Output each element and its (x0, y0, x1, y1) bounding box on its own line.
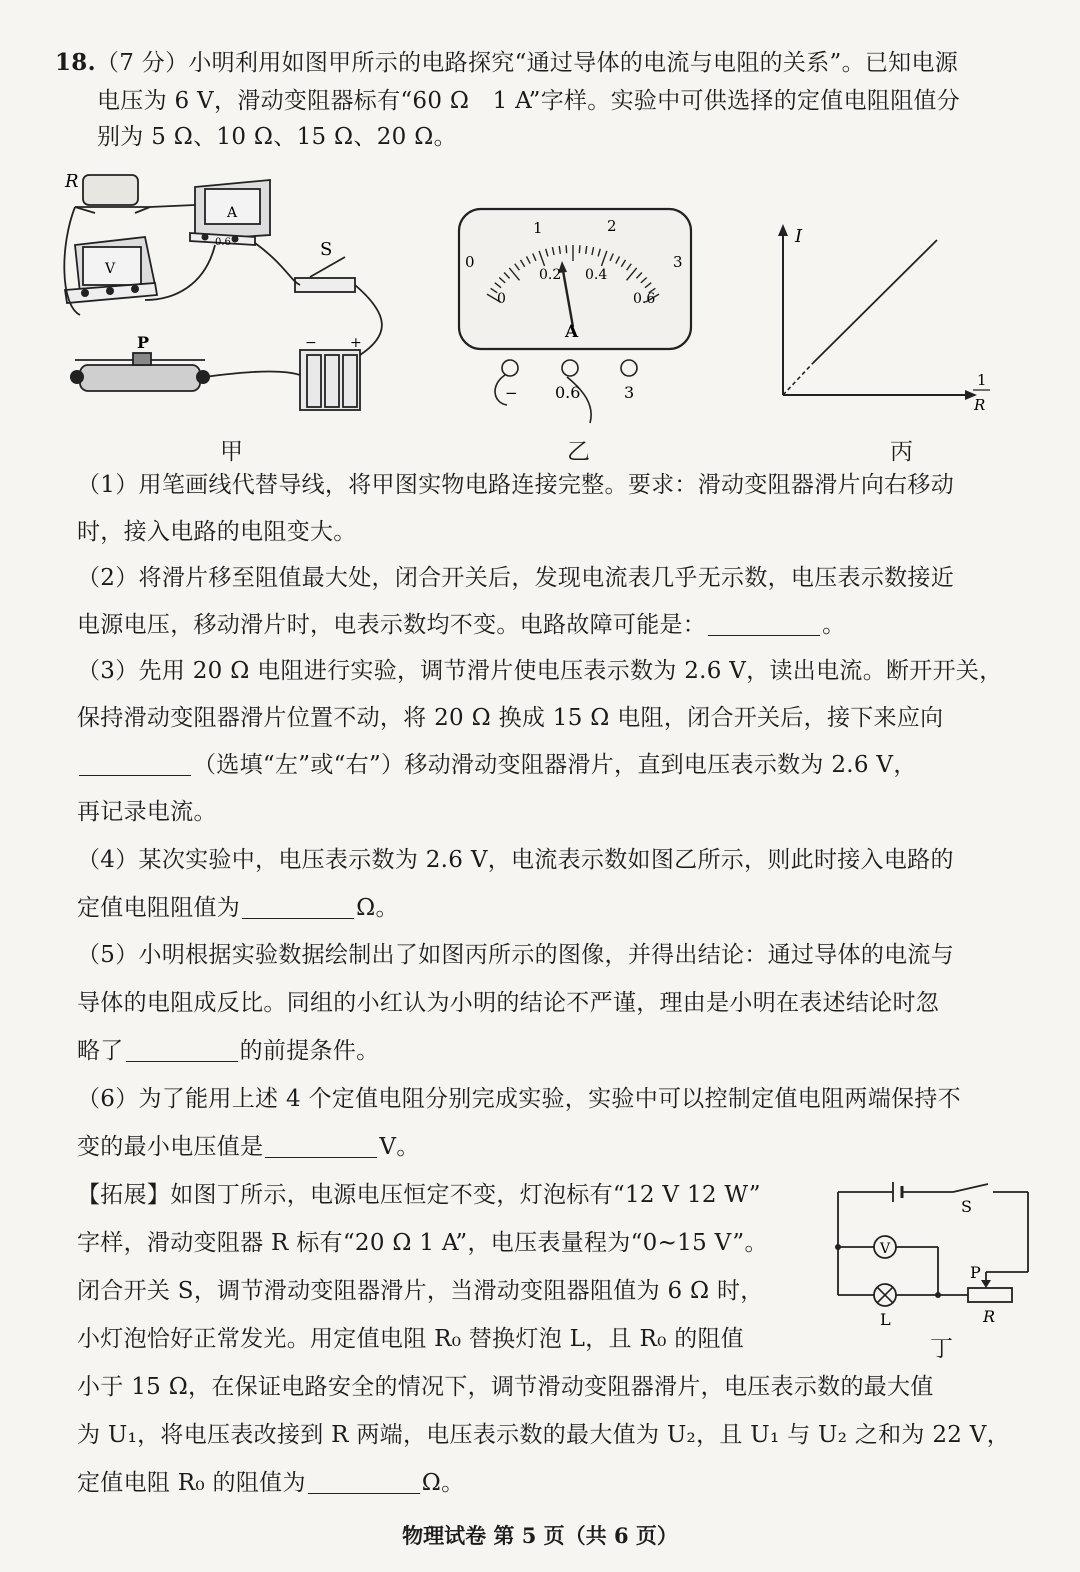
ding-label-S: S (961, 1197, 972, 1216)
question-intro-line3: 别为 5 Ω、10 Ω、15 Ω、20 Ω。 (97, 124, 457, 150)
question-intro-line2: 电压为 6 V，滑动变阻器标有“60 Ω 1 A”字样。实验中可供选择的定值电阻阻值分 (97, 88, 961, 114)
yi-scale-bottom-0: 0 (497, 291, 506, 307)
extension-line3: 闭合开关 S，调节滑动变阻器滑片，当滑动变阻器阻值为 6 Ω 时， (77, 1278, 764, 1304)
question-number: 18. (55, 49, 96, 76)
extension-line5: 小于 15 Ω，在保证电路安全的情况下，调节滑动变阻器滑片，电压表示数的最大值 (77, 1374, 934, 1400)
extension-answer-blank[interactable] (308, 1471, 420, 1494)
extension-line6: 为 U₁，将电压表改接到 R 两端，电压表示数的最大值为 U₂，且 U₁ 与 U₂ 之和为 22 V， (77, 1422, 1011, 1448)
yi-terminal-06: 0.6 (555, 383, 581, 402)
ding-label-L: L (880, 1310, 891, 1329)
jia-battery-plus: + (350, 335, 362, 351)
bing-x-label-den: R (974, 396, 986, 414)
part2-line2: 电源电压，移动滑片时，电表示数均不变。电路故障可能是： 。 (77, 612, 846, 638)
part2-line1: （2）将滑片移至阻值最大处，闭合开关后，发现电流表几乎无示数，电压表示数接近 (77, 565, 955, 591)
part5-line2: 导体的电阻成反比。同组的小红认为小明的结论不严谨，理由是小明在表述结论时忽 (77, 990, 940, 1016)
extension-line1: 【拓展】如图丁所示，电源电压恒定不变，灯泡标有“12 V 12 W” (77, 1182, 761, 1208)
part6-line2: 变的最小电压值是 V。 (77, 1134, 420, 1160)
jia-ammeter-terminal: 0.6 (215, 237, 231, 248)
yi-scale-top-3: 3 (673, 253, 683, 271)
part5-line3: 略了 的前提条件。 (77, 1038, 380, 1064)
jia-ammeter-letter: A (227, 205, 238, 221)
yi-scale-bottom-04: 0.4 (585, 267, 608, 283)
part4-answer-blank[interactable] (242, 896, 354, 919)
bing-x-label-num: 1 (977, 371, 987, 389)
part3-line1: （3）先用 20 Ω 电阻进行实验，调节滑片使电压表示数为 2.6 V，读出电流。断开开关， (77, 658, 1003, 684)
bing-extrapolated-segment (783, 363, 813, 395)
ding-label-P: P (970, 1263, 981, 1282)
figure-jia-caption: 甲 (220, 439, 243, 465)
figure-bing-graph (765, 220, 1005, 425)
yi-scale-bottom-06: 0.6 (633, 291, 656, 307)
figure-ding-circuit (828, 1180, 1048, 1355)
part1-line1: （1）用笔画线代替导线，将甲图实物电路连接完整。要求：滑动变阻器滑片向右移动 (77, 472, 955, 498)
extension-line7: 定值电阻 R₀ 的阻值为 Ω。 (77, 1470, 465, 1496)
part3-line2: 保持滑动变阻器滑片位置不动，将 20 Ω 换成 15 Ω 电阻，闭合开关后，接下来应向 (77, 705, 944, 731)
part5-answer-blank[interactable] (126, 1039, 238, 1062)
part1-line2: 时，接入电路的电阻变大。 (77, 519, 357, 545)
yi-meter-letter: A (565, 322, 579, 342)
question-intro-line1: 18.（7 分）小明利用如图甲所示的电路探究“通过导体的电流与电阻的关系”。已知电源 (55, 49, 959, 76)
yi-scale-bottom-02: 0.2 (539, 267, 562, 283)
yi-terminal-3-knob (621, 360, 637, 376)
part4-line2: 定值电阻阻值为 Ω。 (77, 895, 399, 921)
extension-line4: 小灯泡恰好正常发光。用定值电阻 R₀ 替换灯泡 L，且 R₀ 的阻值 (77, 1326, 745, 1352)
yi-scale-top-0: 0 (465, 253, 475, 271)
figure-jia-circuit (55, 165, 385, 420)
bing-y-label: I (795, 226, 803, 247)
figure-yi-caption: 乙 (567, 439, 590, 465)
page-footer: 物理试卷 第 5 页（共 6 页） (402, 1523, 678, 1548)
yi-scale-top-1: 1 (533, 219, 543, 237)
yi-scale-top-2: 2 (607, 217, 617, 235)
part3-line3: （选填“左”或“右”）移动滑动变阻器滑片，直到电压表示数为 2.6 V， (77, 750, 917, 780)
part3-answer-blank[interactable] (79, 753, 191, 776)
ding-label-R: R (983, 1307, 996, 1326)
bing-data-line (813, 240, 937, 363)
part6-line1: （6）为了能用上述 4 个定值电阻分别完成实验，实验中可以控制定值电阻两端保持不 (77, 1086, 961, 1112)
jia-label-R: R (65, 171, 79, 192)
yi-terminal-06-knob (562, 360, 578, 376)
yi-terminal-minus-knob (502, 360, 518, 376)
part2-answer-blank[interactable] (708, 613, 820, 636)
figure-bing-caption: 丙 (890, 439, 913, 465)
jia-battery-minus: − (305, 335, 317, 351)
figure-ding-caption: 丁 (930, 1336, 953, 1362)
part3-line4: 再记录电流。 (77, 799, 217, 825)
figure-yi-ammeter (455, 205, 695, 425)
yi-terminal-minus: − (505, 384, 518, 402)
jia-voltmeter-letter: V (105, 261, 116, 277)
jia-label-P: P (137, 333, 150, 352)
extension-line2: 字样，滑动变阻器 R 标有“20 Ω 1 A”，电压表量程为“0~15 V”。 (77, 1230, 768, 1256)
jia-label-S: S (320, 239, 333, 260)
ding-voltmeter-letter: V (880, 1241, 891, 1257)
yi-tick (566, 245, 567, 253)
yi-terminal-3: 3 (624, 383, 635, 402)
part5-line1: （5）小明根据实验数据绘制出了如图丙所示的图像，并得出结论：通过导体的电流与 (77, 942, 955, 968)
part6-answer-blank[interactable] (265, 1135, 377, 1158)
part4-line1: （4）某次实验中，电压表示数为 2.6 V，电流表示数如图乙所示，则此时接入电路的 (77, 847, 954, 873)
yi-tick (579, 245, 580, 253)
